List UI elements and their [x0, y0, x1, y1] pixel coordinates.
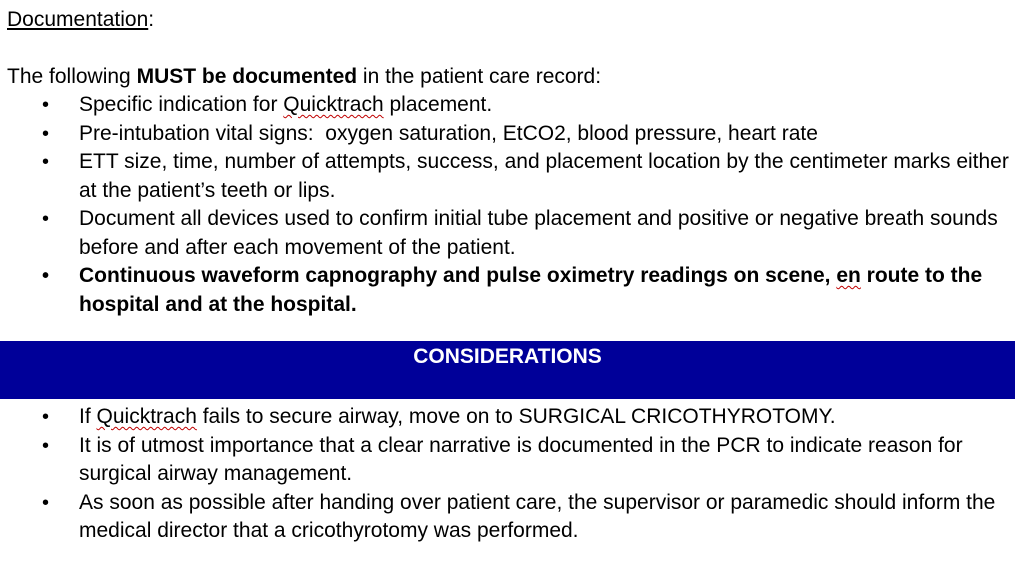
documentation-heading: [7, 6, 154, 35]
item-text-post: placement.: [383, 93, 493, 116]
bullet-icon: •: [42, 151, 50, 173]
intro-prefix: The following: [7, 65, 137, 88]
list-item: [0, 489, 1010, 546]
item-text: Pre-intubation vital signs: oxygen saturation, EtCO2, blood pressure, heart rate: [79, 121, 818, 145]
documentation-list: [0, 91, 1010, 319]
item-text-pre: Specific indication for: [79, 93, 284, 116]
item-text: Document all devices used to confirm initial tube placement and positive or negative breath sounds before and after each movement of the patient.: [79, 207, 998, 259]
item-text-pre: Continuous waveform capnography and pulse oximetry readings on scene,: [79, 264, 837, 287]
heading-colon: :: [148, 8, 155, 31]
list-item: [0, 262, 1010, 319]
list-item: [0, 120, 1010, 149]
bullet-icon: •: [42, 406, 50, 428]
intro-suffix: in the patient care record:: [357, 65, 602, 88]
bullet-icon: •: [42, 265, 50, 287]
item-text: ETT size, time, number of attempts, success, and placement location by the centimeter marks either at the patient’s teeth or lips.: [79, 150, 1009, 202]
bullet-icon: •: [42, 122, 50, 145]
item-text-post: fails to secure airway, move on to SURGICAL CRICOTHYROTOMY.: [196, 405, 836, 428]
item-text-post: route to the hospital and at the hospital.: [79, 264, 983, 316]
list-item: [0, 148, 1010, 205]
intro-emphasis: MUST be documented: [136, 65, 358, 88]
considerations-title: CONSIDERATIONS: [413, 345, 602, 368]
list-item: [0, 432, 1010, 489]
considerations-list: [0, 403, 1010, 546]
considerations-banner: [0, 341, 1015, 399]
bullet-icon: •: [42, 491, 50, 514]
bullet-icon: •: [42, 434, 50, 457]
item-text-pre: If: [79, 405, 97, 428]
list-item: [0, 205, 1010, 262]
list-item: [0, 403, 1010, 432]
documentation-heading-text: Documentation: [7, 8, 149, 31]
documentation-intro: [7, 63, 601, 92]
bullet-icon: •: [42, 208, 50, 230]
spellcheck-flagged-word: Quicktrach: [96, 405, 197, 428]
item-text: As soon as possible after handing over patient care, the supervisor or paramedic should inform the medical director that a cricothyrotomy was performed.: [79, 490, 996, 542]
spellcheck-flagged-word: en: [836, 264, 861, 287]
item-text: It is of utmost importance that a clear narrative is documented in the PCR to indicate reason for surgical airway management.: [79, 433, 963, 485]
spellcheck-flagged-word: Quicktrach: [283, 93, 384, 116]
list-item: [0, 91, 1010, 120]
bullet-icon: •: [42, 94, 50, 116]
